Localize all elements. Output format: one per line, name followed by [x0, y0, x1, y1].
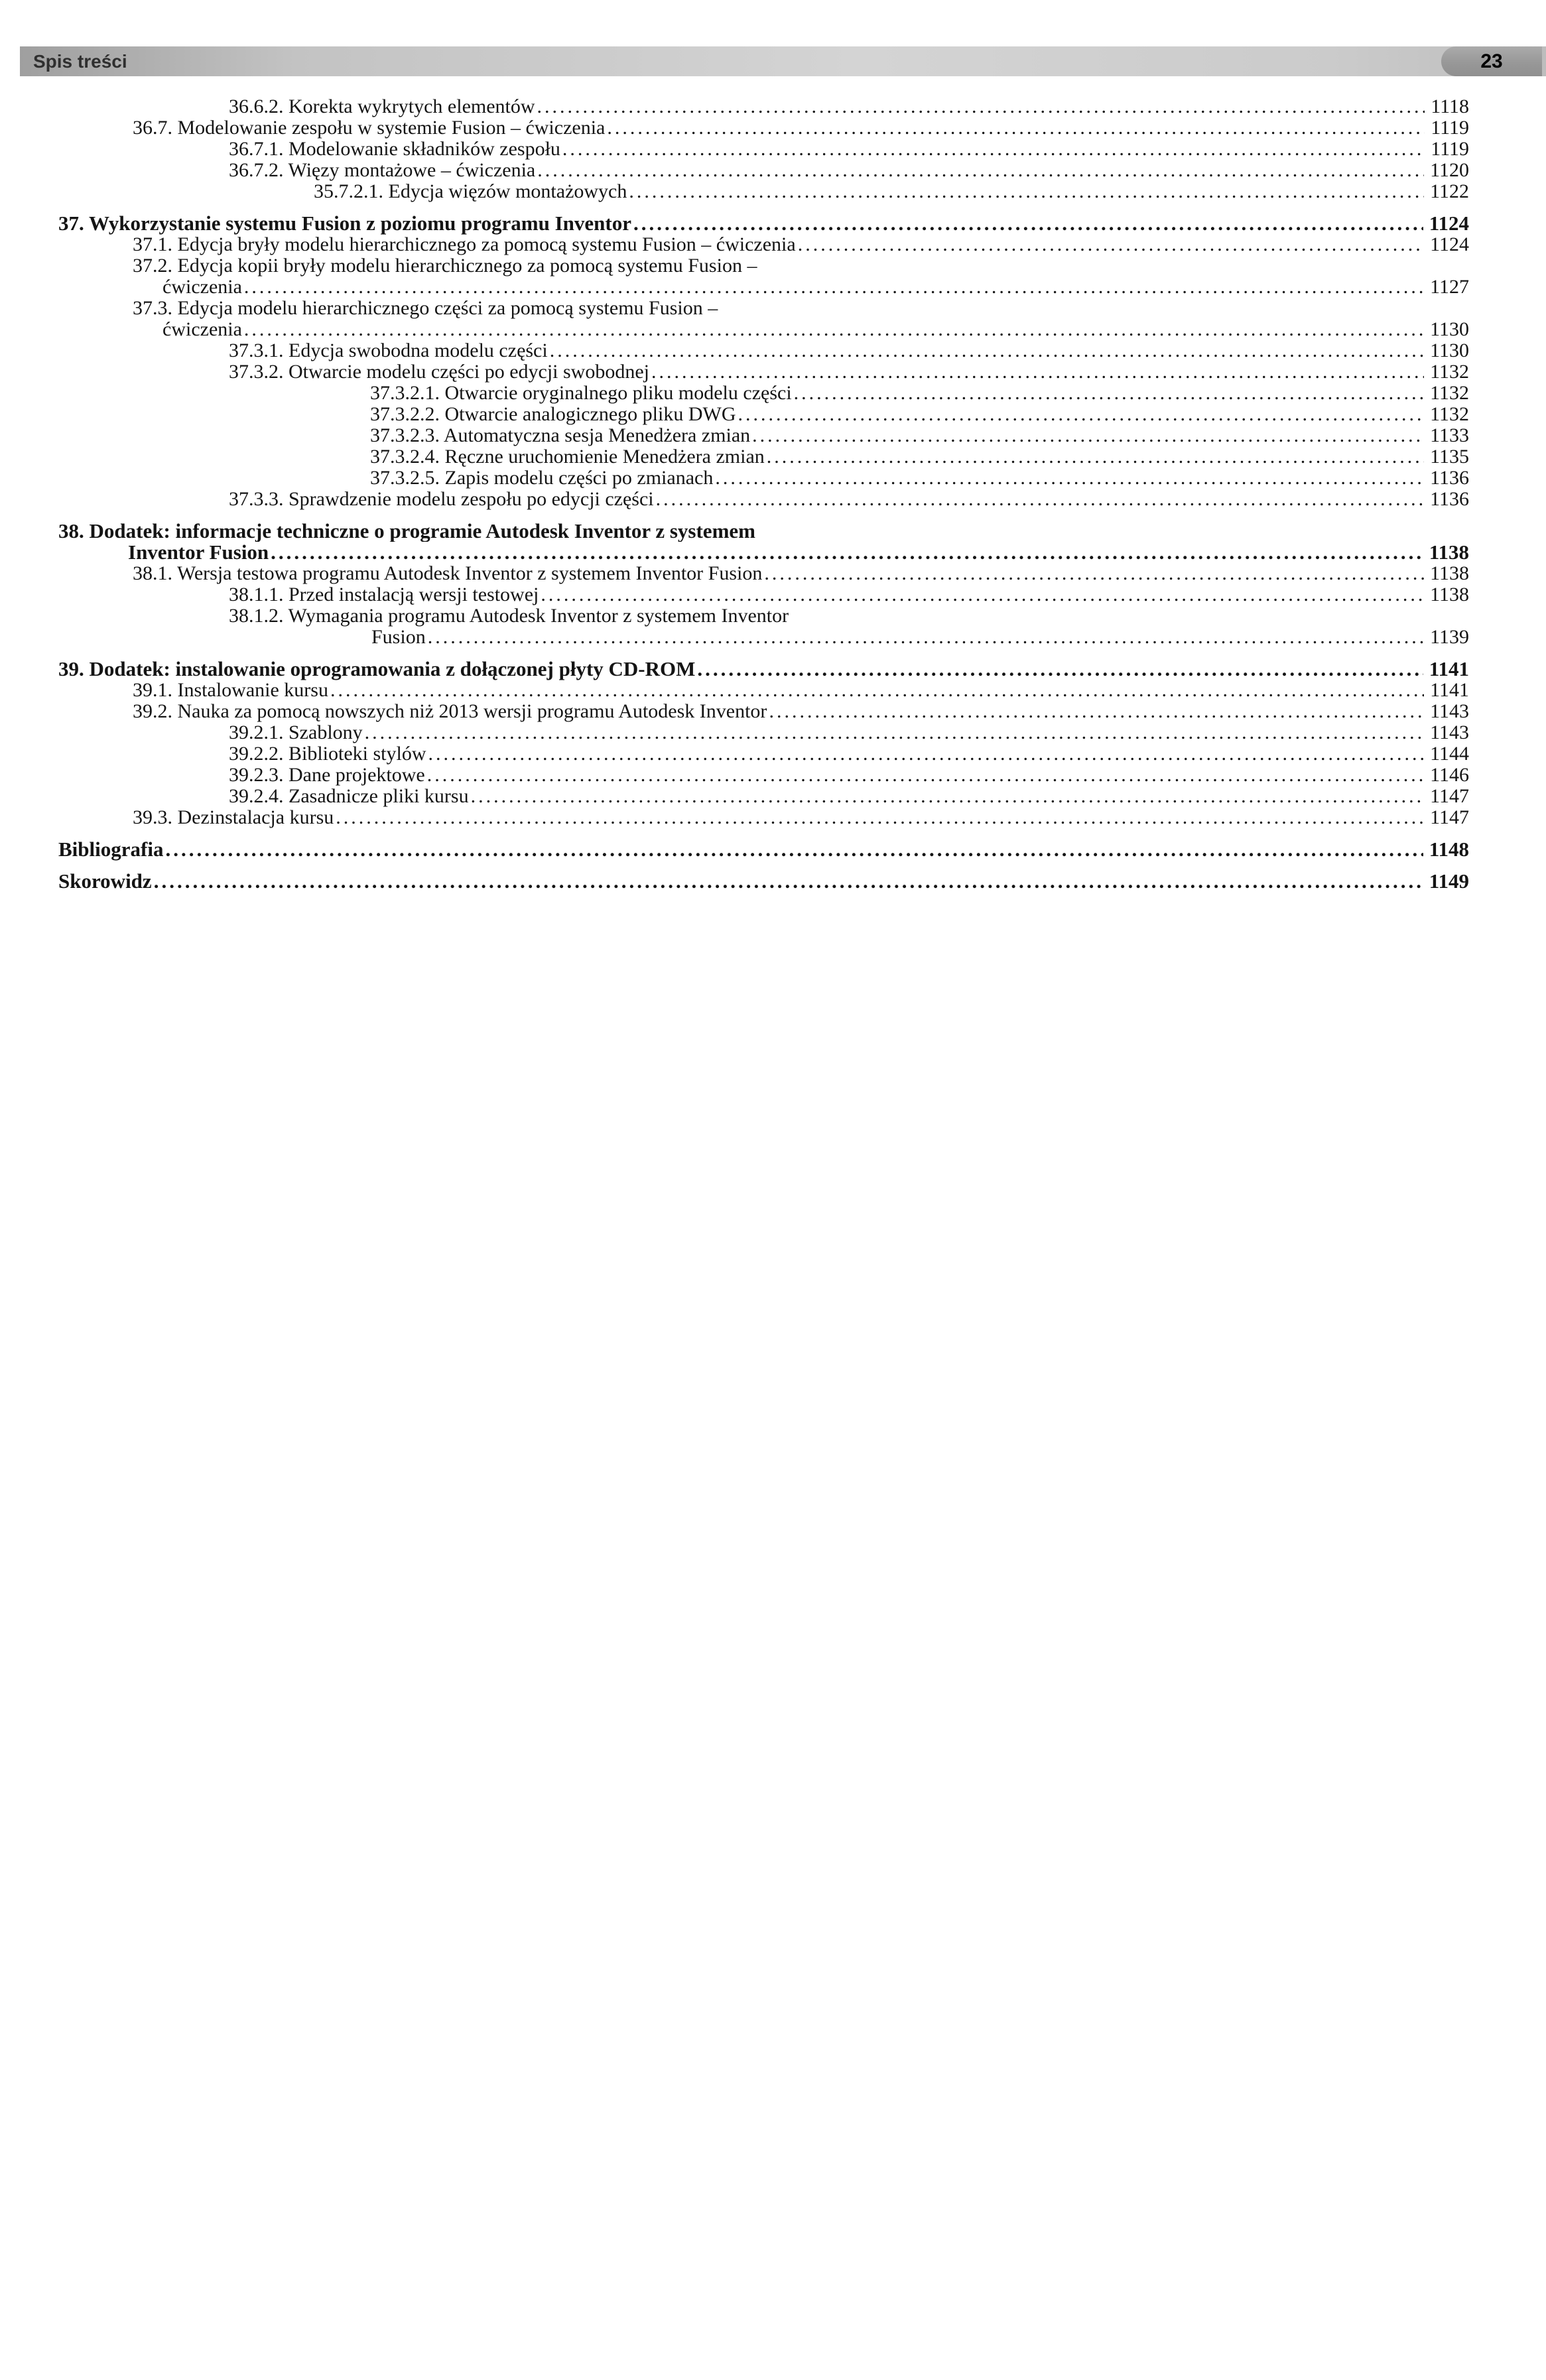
toc-entry-line [133, 701, 1469, 722]
toc-entry-title: 35.7.2.1. Edycja więzów montażowych [314, 180, 627, 202]
dot-leader [798, 234, 1424, 255]
toc-entry-line [370, 425, 1469, 446]
toc-entry-text-line: 37.3. Edycja modelu hierarchicznego części za pomocą systemu Fusion – [133, 298, 718, 319]
toc-entry-title: 37.3.2.4. Ręczne uruchomienie Menedżera zmian [370, 446, 765, 468]
toc-entry-title: 39.1. Instalowanie kursu [133, 679, 328, 701]
dot-leader [794, 383, 1424, 404]
toc-page-number: 1119 [1431, 138, 1469, 160]
toc-entry-text-line: 38.1.2. Wymagania programu Autodesk Inventor z systemem Inventor [229, 605, 789, 627]
toc-entry-line [133, 680, 1469, 701]
dot-leader [738, 404, 1425, 425]
toc-entry-title: 36.6.2. Korekta wykrytych elementów [229, 95, 535, 117]
dot-leader [428, 743, 1425, 765]
toc-entry-title: Bibliografia [58, 838, 164, 861]
dot-leader [537, 96, 1425, 117]
toc-entry-title: 37.3.2. Otwarcie modelu części po edycji swobodnej [229, 361, 649, 383]
toc-page-number: 1138 [1430, 562, 1469, 584]
toc-entry-line [370, 383, 1469, 404]
toc-entry-title: 37.3.3. Sprawdzenie modelu zespołu po edycji części [229, 488, 654, 510]
toc-entry-line [58, 658, 1469, 680]
toc-page-number: 1144 [1430, 743, 1469, 765]
toc-entry [133, 255, 1469, 298]
toc-entry [370, 425, 1469, 446]
dot-leader [537, 160, 1424, 181]
toc-entry-title: 36.7. Modelowanie zespołu w systemie Fusion – ćwiczenia [133, 117, 606, 139]
toc-entry-title: Fusion [371, 626, 426, 648]
dot-leader [165, 839, 1423, 860]
toc-entry-line [133, 807, 1469, 828]
toc-entry [229, 605, 1469, 648]
toc-page-number: 1136 [1430, 467, 1469, 489]
toc-page-number: 1118 [1431, 95, 1469, 117]
toc-entry-title: 36.7.1. Modelowanie składników zespołu [229, 138, 560, 160]
toc-entry-line [58, 213, 1469, 234]
toc-entry [58, 658, 1469, 680]
toc-entry [133, 701, 1469, 722]
dot-leader [633, 213, 1423, 234]
toc-entry-title: 37.3.2.5. Zapis modelu części po zmianach [370, 467, 714, 489]
toc-entry-line [370, 446, 1469, 468]
toc-entry-line [229, 96, 1469, 117]
toc-entry [229, 96, 1469, 117]
toc-entry [133, 807, 1469, 828]
toc-entry-line [229, 786, 1469, 807]
toc-entry-title: ćwiczenia [162, 318, 242, 340]
dot-leader [767, 446, 1424, 468]
toc-entry-line [229, 584, 1469, 605]
toc-entry-title: ćwiczenia [162, 276, 242, 298]
toc-entry-title: 37.3.2.3. Automatyczna sesja Menedżera zmian [370, 424, 751, 446]
dot-leader [244, 319, 1424, 340]
toc-page-number: 1127 [1430, 276, 1469, 298]
toc-entry-text-line: 38. Dodatek: informacje techniczne o programie Autodesk Inventor z systemem [58, 521, 755, 542]
toc-entry [229, 340, 1469, 361]
toc-page-number: 1130 [1430, 340, 1469, 361]
toc-entry [370, 383, 1469, 404]
toc-entry-line [128, 542, 1469, 563]
dot-leader [629, 181, 1424, 202]
toc-page-number: 1147 [1430, 806, 1469, 828]
toc-entry-line [371, 627, 1469, 648]
dot-leader [154, 871, 1423, 892]
toc-entry-line [133, 563, 1469, 584]
toc-page-number: 1119 [1431, 117, 1469, 139]
toc-entry [370, 468, 1469, 489]
toc-page-number: 1120 [1430, 159, 1469, 181]
toc-entry [58, 839, 1469, 860]
toc-entry-title: 37.1. Edycja bryły modelu hierarchicznego za pomocą systemu Fusion – ćwiczenia [133, 233, 796, 255]
toc-entry-title: 38.1. Wersja testowa programu Autodesk Inventor z systemem Inventor Fusion [133, 562, 763, 584]
toc-entry-line [229, 160, 1469, 181]
toc-page-number: 1132 [1430, 361, 1469, 383]
toc-page-number: 1149 [1429, 869, 1469, 893]
dot-leader [330, 680, 1424, 701]
toc-page-number: 1143 [1430, 700, 1469, 722]
toc-entry-title: 39.3. Dezinstalacja kursu [133, 806, 334, 828]
toc-entry [229, 722, 1469, 743]
dot-leader [697, 658, 1423, 680]
toc-entry-line [229, 722, 1469, 743]
toc-entry [229, 139, 1469, 160]
toc-entry [133, 234, 1469, 255]
dot-leader [607, 117, 1425, 139]
toc-entry-title: 36.7.2. Więzy montażowe – ćwiczenia [229, 159, 536, 181]
dot-leader [550, 340, 1424, 361]
header-bar [20, 46, 1546, 76]
toc-entry-line [370, 468, 1469, 489]
toc-entry [314, 181, 1469, 202]
dot-leader [336, 807, 1424, 828]
toc-entry-title: 39.2.2. Biblioteki stylów [229, 743, 426, 765]
toc-page-number: 1135 [1430, 446, 1469, 468]
toc-page-number: 1143 [1430, 721, 1469, 743]
toc-entry-line [370, 404, 1469, 425]
dot-leader [562, 139, 1425, 160]
toc-page-number: 1147 [1430, 785, 1469, 807]
toc-entry [58, 871, 1469, 892]
dot-leader [471, 786, 1425, 807]
dot-leader [764, 563, 1424, 584]
toc-entry [58, 521, 1469, 563]
toc-entry-title: 37.3.1. Edycja swobodna modelu części [229, 340, 548, 361]
toc-entry [370, 404, 1469, 425]
toc-page-number: 1130 [1430, 318, 1469, 340]
toc-entry-line [162, 319, 1469, 340]
dot-leader [427, 765, 1424, 786]
toc-entry-title: 39.2.4. Zasadnicze pliki kursu [229, 785, 469, 807]
page-number-badge: 23 [1441, 46, 1542, 76]
toc-page-number: 1146 [1430, 764, 1469, 786]
toc-entry-line [229, 139, 1469, 160]
dot-leader [428, 627, 1424, 648]
toc-entry [370, 446, 1469, 468]
toc-entry-text-line: 37.2. Edycja kopii bryły modelu hierarchicznego za pomocą systemu Fusion – [133, 255, 757, 277]
toc-page-number: 1122 [1430, 180, 1469, 202]
dot-leader [244, 277, 1424, 298]
dot-leader [715, 468, 1424, 489]
toc-entry-title: Inventor Fusion [128, 540, 269, 564]
toc-page-number: 1132 [1430, 403, 1469, 425]
toc-entry [229, 786, 1469, 807]
toc-page-number: 1141 [1429, 657, 1469, 680]
toc-entry-title: 37.3.2.1. Otwarcie oryginalnego pliku modelu części [370, 382, 792, 404]
dot-leader [769, 701, 1424, 722]
toc-entry-line [162, 277, 1469, 298]
toc-list [58, 96, 1469, 892]
toc-entry [133, 298, 1469, 340]
toc-entry-title: 39.2.1. Szablony [229, 721, 363, 743]
toc-entry-title: 39.2. Nauka za pomocą nowszych niż 2013 wersji programu Autodesk Inventor [133, 700, 767, 722]
toc-entry [133, 563, 1469, 584]
dot-leader [365, 722, 1424, 743]
header-title: Spis treści [33, 50, 127, 72]
dot-leader [271, 542, 1423, 563]
toc-page-number: 1138 [1430, 584, 1469, 605]
toc-entry-line [314, 181, 1469, 202]
toc-page-number: 1124 [1429, 212, 1469, 235]
toc-entry [133, 117, 1469, 139]
toc-entry-title: 39.2.3. Dane projektowe [229, 764, 425, 786]
toc-entry [229, 361, 1469, 383]
toc-entry-line [229, 765, 1469, 786]
toc-entry-line [58, 871, 1469, 892]
toc-entry [229, 743, 1469, 765]
toc-page-number: 1148 [1429, 838, 1469, 861]
toc-entry [229, 584, 1469, 605]
toc-entry-title: 37.3.2.2. Otwarcie analogicznego pliku DWG [370, 403, 736, 425]
toc-entry-line [58, 839, 1469, 860]
dot-leader [752, 425, 1424, 446]
toc-entry-line [229, 743, 1469, 765]
toc-entry-line [133, 234, 1469, 255]
toc-page-number: 1133 [1430, 424, 1469, 446]
toc-entry [229, 489, 1469, 510]
toc-page-number: 1136 [1430, 488, 1469, 510]
toc-page-number: 1141 [1430, 679, 1469, 701]
toc-entry-line [229, 361, 1469, 383]
toc-entry [58, 213, 1469, 234]
toc-entry-title: 37. Wykorzystanie systemu Fusion z poziomu programu Inventor [58, 212, 632, 235]
toc-entry-line [229, 340, 1469, 361]
toc-entry [229, 160, 1469, 181]
dot-leader [651, 361, 1424, 383]
dot-leader [656, 489, 1424, 510]
toc-entry-title: 38.1.1. Przed instalacją wersji testowej [229, 584, 539, 605]
toc-page-number: 1124 [1430, 233, 1469, 255]
toc-page-number: 1138 [1429, 540, 1469, 564]
toc-page-number: 1132 [1430, 382, 1469, 404]
toc-entry-line [133, 117, 1469, 139]
toc-entry [133, 680, 1469, 701]
dot-leader [541, 584, 1424, 605]
toc-entry-title: Skorowidz [58, 869, 152, 893]
toc-entry-title: 39. Dodatek: instalowanie oprogramowania z dołączonej płyty CD-ROM [58, 657, 696, 680]
toc-entry-line [229, 489, 1469, 510]
toc-page-number: 1139 [1430, 626, 1469, 648]
toc-entry [229, 765, 1469, 786]
